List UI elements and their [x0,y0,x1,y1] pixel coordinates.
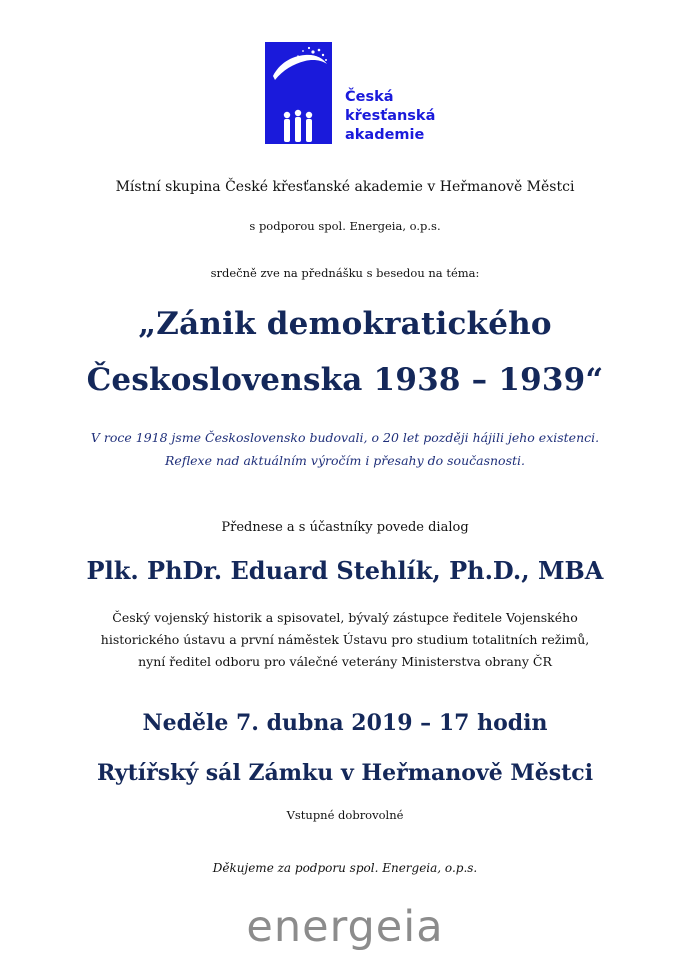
speaker-bio-line-3: nyní ředitel odboru pro válečné veterány Ministerstva obrany ČR [138,654,552,669]
logo-line-2: křesťanská [345,108,436,124]
lecture-title-line-1: „Zánik demokratického [138,306,552,342]
academy-logo-text [345,88,435,145]
admission-note: Vstupné dobrovolné [286,808,404,822]
logo-line-3: akademie [345,127,425,143]
logo-line-1: Česká [345,89,394,105]
speaker-bio-line-1: Český vojenský historik a spisovatel, bývalý zástupce ředitele Vojenského [112,610,578,625]
energeia-logo: energeia [246,902,444,952]
thanks-line: Děkujeme za podporu spol. Energeia, o.p.s. [212,861,478,875]
lecture-subtitle-line-1: V roce 1918 jsme Československo budovali, o 20 let později hájili jeho existenci. [90,430,600,445]
speaker-intro: Přednese a s účastníky povede dialog [221,520,469,535]
support-line: s podporou spol. Energeia, o.p.s. [249,219,441,233]
event-datetime: Neděle 7. dubna 2019 – 17 hodin [142,710,548,736]
speaker-name: Plk. PhDr. Eduard Stehlík, Ph.D., MBA [86,556,604,585]
academy-logo-icon [265,42,332,144]
speaker-bio-line-2: historického ústavu a první náměstek Ústavu pro studium totalitních režimů, [100,632,590,647]
invite-line: srdečně zve na přednášku s besedou na téma: [210,266,480,280]
organizer-line: Místní skupina České křesťanské akademie v Heřmanově Městci [115,179,575,195]
event-venue: Rytířský sál Zámku v Heřmanově Městci [96,760,594,786]
lecture-subtitle-line-2: Reflexe nad aktuálním výročím i přesahy do současnosti. [165,453,525,468]
lecture-title-line-2: Československa 1938 – 1939“ [86,362,604,398]
